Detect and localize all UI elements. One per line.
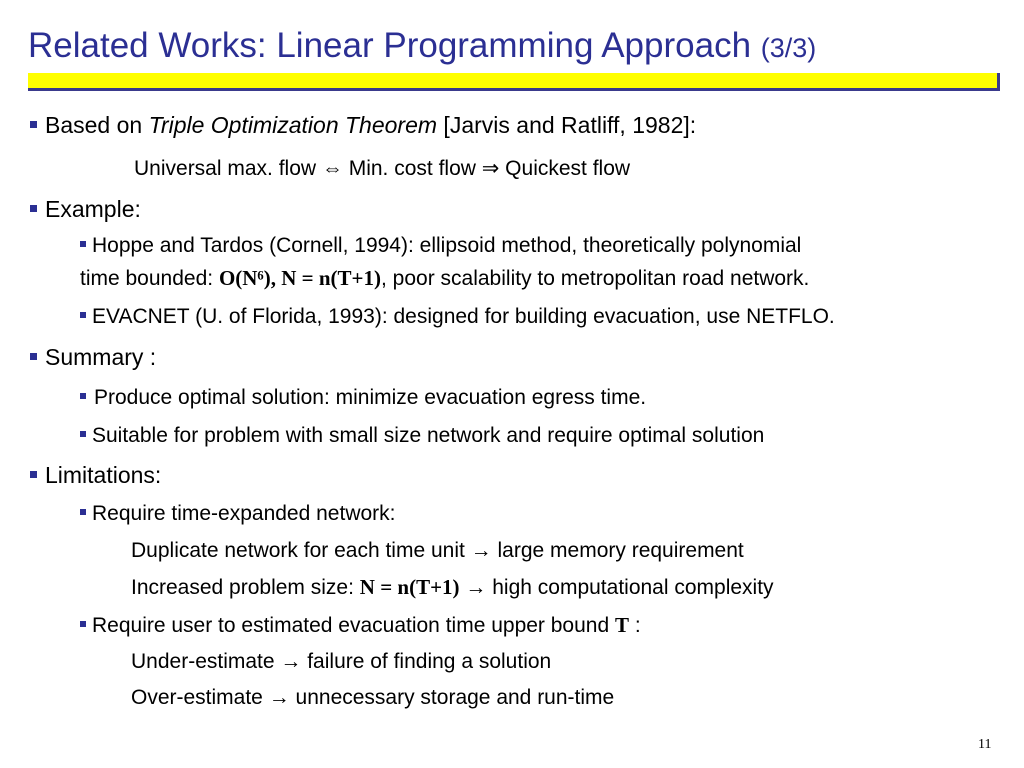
- slide-title-main: Related Works: Linear Programming Approach: [28, 26, 752, 65]
- hoppe-tardos-continued: [80, 266, 809, 291]
- bullet-square-icon: [80, 241, 86, 247]
- under-estimate-line: Under-estimate → failure of finding a solution: [131, 650, 552, 673]
- text: EVACNET (U. of Florida, 1993): designed for building evacuation, use NETFLO.: [92, 305, 835, 328]
- text: Limitations:: [45, 462, 162, 488]
- sub-bullet-optimal-solution: [80, 386, 646, 410]
- over-estimate-line: Over-estimate → unnecessary storage and run-time: [131, 686, 615, 709]
- theorem-name: Triple Optimization Theorem: [148, 112, 438, 138]
- text: Produce optimal solution: minimize evacuation egress time.: [94, 386, 647, 409]
- text: , poor scalability to metropolitan road network.: [381, 267, 810, 290]
- bullet-square-icon: [30, 471, 37, 478]
- text: Require user to estimated evacuation time upper bound: [92, 614, 615, 637]
- slide-title: [28, 26, 816, 66]
- text: :: [629, 614, 641, 637]
- text: Require time-expanded network:: [92, 502, 396, 525]
- bullet-square-icon: [80, 393, 86, 399]
- title-underline-blue-edge: [997, 73, 1000, 91]
- bullet-example: [30, 196, 141, 223]
- text: [Jarvis and Ratliff, 1982]:: [437, 112, 697, 138]
- title-underline-blue: [28, 88, 1000, 91]
- sub-bullet-hoppe-tardos: [80, 234, 801, 258]
- slide-title-sub: (3/3): [760, 33, 817, 63]
- bound-symbol: T: [614, 613, 629, 637]
- flow-equivalence-line: Universal max. flow ⇔ Min. cost flow ⇒ Quickest flow: [134, 157, 631, 180]
- size-formula: N = n(T+1): [359, 575, 460, 599]
- text: time bounded:: [80, 267, 219, 290]
- text: Based on: [45, 112, 149, 138]
- sub-bullet-upper-bound: [80, 613, 641, 638]
- sub-bullet-time-expanded: [80, 502, 396, 526]
- bullet-square-icon: [80, 621, 86, 627]
- page-number: 11: [978, 737, 992, 752]
- title-underline-yellow: [28, 73, 1000, 88]
- text: Hoppe and Tardos (Cornell, 1994): ellipsoid method, theoretically polynomial: [92, 234, 802, 257]
- bullet-square-icon: [80, 312, 86, 318]
- bullet-square-icon: [30, 121, 37, 128]
- duplicate-network-line: Duplicate network for each time unit → large memory requirement: [131, 539, 744, 562]
- bullet-summary: [30, 344, 156, 371]
- bullet-limitations: [30, 462, 161, 489]
- bullet-based-on: [30, 112, 696, 139]
- text: Summary :: [45, 344, 157, 370]
- bullet-square-icon: [80, 431, 86, 437]
- sub-bullet-evacnet: [80, 305, 835, 329]
- text: Suitable for problem with small size network and require optimal solution: [92, 424, 765, 447]
- sub-bullet-small-network: [80, 424, 764, 448]
- complexity-formula: O(N⁶), N = n(T+1): [218, 266, 381, 290]
- text: Example:: [45, 196, 141, 222]
- bullet-square-icon: [80, 509, 86, 515]
- bullet-square-icon: [30, 353, 37, 360]
- problem-size-line: [131, 575, 774, 600]
- text: Increased problem size:: [131, 576, 360, 599]
- bullet-square-icon: [30, 205, 37, 212]
- text: → high computational complexity: [459, 576, 774, 599]
